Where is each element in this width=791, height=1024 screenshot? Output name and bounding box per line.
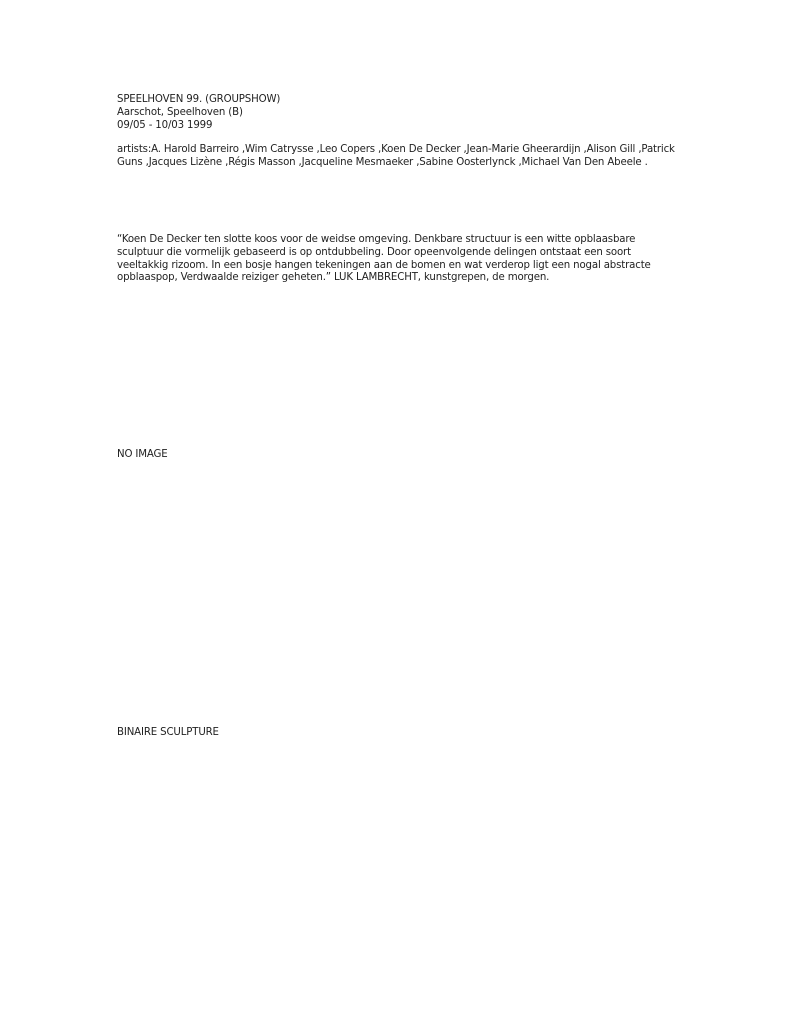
quote-line-1: “Koen De Decker ten slotte koos voor de weidse omgeving. Denkbare structuur is een witte opblaasbare [117,234,636,245]
press-quote [117,234,677,285]
quote-line-2: sculptuur die vormelijk gebaseerd is op ontdubbeling. Door opeenvolgende delingen ontstaat een soort [117,246,631,258]
quote-line-3: veeltakkig rizoom. In een bosje hangen tekeningen aan de bomen en wat verderop ligt een nogal abstracte [117,259,651,271]
image-placeholder: NO IMAGE [117,449,168,460]
exhibition-header [117,94,687,132]
work-title: BINAIRE SCULPTURE [117,727,219,738]
artists-list [117,144,687,170]
exhibition-title: SPEELHOVEN 99. (GROUPSHOW) [117,94,281,105]
quote-line-4: opblaaspop, Verdwaalde reiziger geheten.” LUK LAMBRECHT, kunstgrepen, de morgen. [117,272,550,284]
exhibition-location: Aarschot, Speelhoven (B) [117,106,243,118]
exhibition-dates: 09/05 - 10/03 1999 [117,119,213,131]
artists-line-2: Guns ,Jacques Lizène ,Régis Masson ,Jacqueline Mesmaeker ,Sabine Oosterlynck ,Michael Van Den Abeele . [117,156,648,168]
artists-line-1: artists:A. Harold Barreiro ,Wim Catrysse ,Leo Copers ,Koen De Decker ,Jean-Marie Gheerardijn ,Alison Gill ,Patrick [117,144,675,155]
